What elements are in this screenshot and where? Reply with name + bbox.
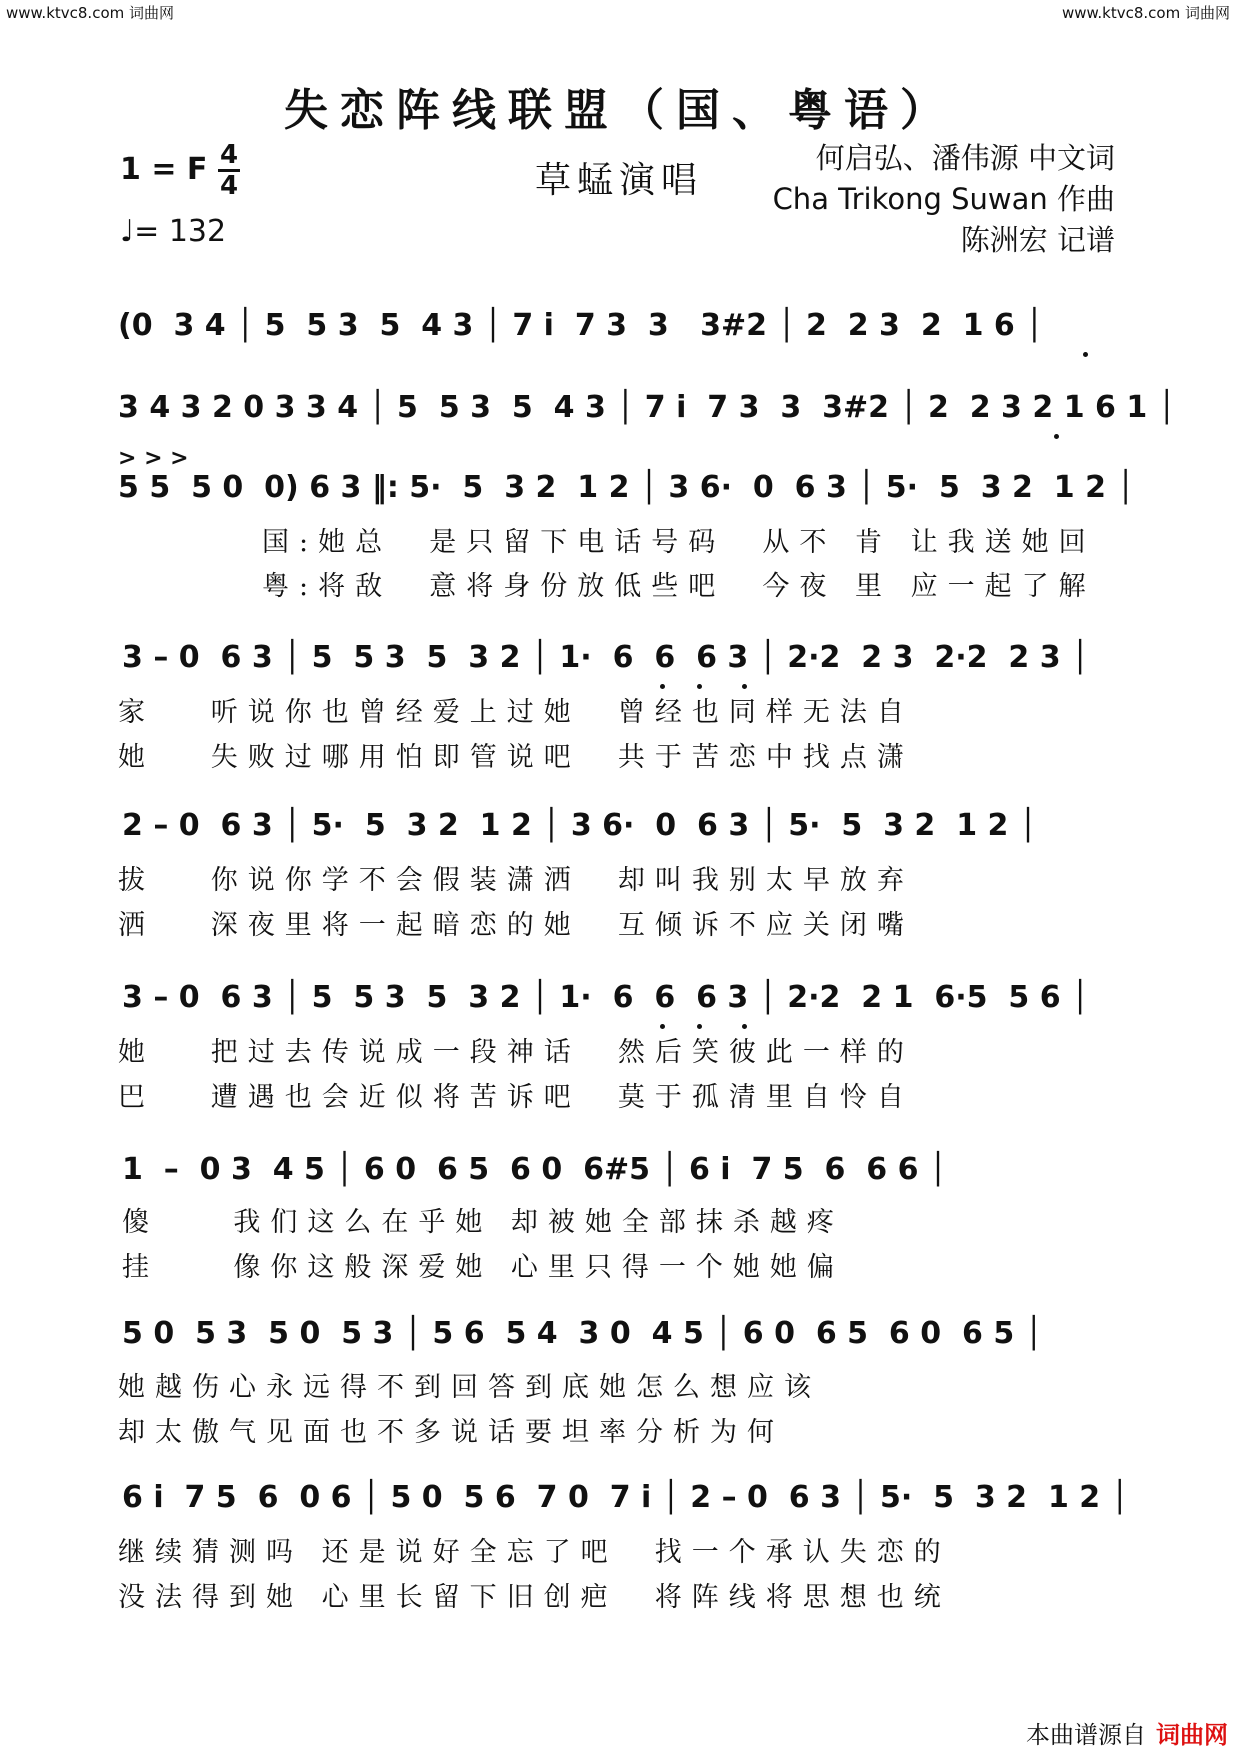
octave-dot — [1054, 434, 1059, 439]
transcriber-credit: 陈洲宏 记谱 — [960, 223, 1115, 257]
watermark-right: www.ktvc8.com 词曲网 — [1061, 4, 1230, 22]
source-label: 本曲谱源自 — [1026, 1721, 1146, 1749]
lyric-line-mandarin: 她 把过去传说成一段神话 然后笑彼此一样的 — [118, 1037, 914, 1068]
composer-credit: Cha Trikong Suwan 作曲 — [772, 182, 1115, 216]
octave-dot — [1083, 352, 1088, 357]
lyric-line-cantonese: 她 失败过哪用怕即管说吧 共于苦恋中找点潇 — [118, 742, 914, 773]
watermark-left: www.ktvc8.com 词曲网 — [6, 4, 175, 22]
tempo-marking: ♩= 132 — [120, 214, 227, 249]
time-bottom: 4 — [219, 171, 239, 201]
lyric-line-mandarin: 继续猜测吗 还是说好全忘了吧 找一个承认失恋的 — [118, 1537, 951, 1568]
octave-dot — [742, 1024, 747, 1029]
singer-credit: 草蜢演唱 — [535, 160, 704, 201]
lyric-line-cantonese: 粤:将敌 意将身份放低些吧 今夜 里 应一起了解 — [262, 571, 1096, 602]
lyric-line-mandarin: 家 听说你也曾经爱上过她 曾经也同样无法自 — [118, 697, 914, 728]
source-footer — [1026, 1715, 1228, 1750]
notation-line: 3 4 3 2 0 3 3 4 │ 5 5 3 5 4 3 │ 7 i 7 3 3 3#2 │ 2 2 3 2 1 6 1 │ — [118, 390, 1176, 425]
notation-line: 3 – 0 6 3 │ 5 5 3 5 3 2 │ 1· 6 6 6 3 │ 2·2 2 1 6·5 5 6 │ — [122, 980, 1090, 1015]
page-title: 失恋阵线联盟（国、粤语） — [284, 85, 956, 136]
octave-dot — [697, 684, 702, 689]
notation-line: 5 0 5 3 5 0 5 3 │ 5 6 5 4 3 0 4 5 │ 6 0 6 5 6 0 6 5 │ — [122, 1316, 1043, 1351]
octave-dot — [660, 1024, 665, 1029]
lyric-line-mandarin: 傻 我们这么在乎她 却被她全部抹杀越疼 — [122, 1207, 844, 1238]
lyric-line-mandarin: 拔 你说你学不会假装潇洒 却叫我别太早放弃 — [118, 865, 914, 896]
time-top: 4 — [219, 140, 239, 170]
time-signature — [218, 142, 240, 199]
lyric-line-cantonese: 挂 像你这般深爱她 心里只得一个她她偏 — [122, 1252, 844, 1283]
lyric-line-mandarin: 她越伤心永远得不到回答到底她怎么想应该 — [118, 1372, 821, 1403]
lyric-line-cantonese: 巴 遭遇也会近似将苦诉吧 莫于孤清里自怜自 — [118, 1082, 914, 1113]
lyricist-credit: 何启弘、潘伟源 中文词 — [815, 141, 1115, 175]
credits-block — [773, 138, 1115, 261]
accent-marks: > > > — [118, 446, 189, 471]
lyric-line-cantonese: 没法得到她 心里长留下旧创疤 将阵线将思想也统 — [118, 1582, 951, 1613]
octave-dot — [697, 1024, 702, 1029]
key-signature: 1 = F — [120, 152, 208, 187]
octave-dot — [660, 684, 665, 689]
brand-logo: 词曲网 — [1156, 1721, 1228, 1749]
lyric-line-cantonese: 却太傲气见面也不多说话要坦率分析为何 — [118, 1417, 784, 1448]
octave-dot — [742, 684, 747, 689]
notation-line: 3 – 0 6 3 │ 5 5 3 5 3 2 │ 1· 6 6 6 3 │ 2·2 2 3 2·2 2 3 │ — [122, 640, 1090, 675]
notation-line: 2 – 0 6 3 │ 5· 5 3 2 1 2 │ 3 6· 0 6 3 │ 5· 5 3 2 1 2 │ — [122, 808, 1037, 843]
notation-line: 1 – 0 3 4 5 │ 6 0 6 5 6 0 6#5 │ 6 i 7 5 6 6 6 │ — [122, 1152, 947, 1187]
notation-line: (0 3 4 │ 5 5 3 5 4 3 │ 7 i 7 3 3 3#2 │ 2 2 3 2 1 6 │ — [118, 308, 1044, 343]
notation-line: 6 i 7 5 6 0 6 │ 5 0 5 6 7 0 7 i │ 2 – 0 6 3 │ 5· 5 3 2 1 2 │ — [122, 1480, 1129, 1515]
notation-line: 5 5 5 0 0) 6 3 ‖: 5· 5 3 2 1 2 │ 3 6· 0 6 3 │ 5· 5 3 2 1 2 │ — [118, 470, 1135, 505]
lyric-line-mandarin: 国:她总 是只留下电话号码 从不 肯 让我送她回 — [262, 527, 1096, 558]
lyric-line-cantonese: 洒 深夜里将一起暗恋的她 互倾诉不应关闭嘴 — [118, 910, 914, 941]
